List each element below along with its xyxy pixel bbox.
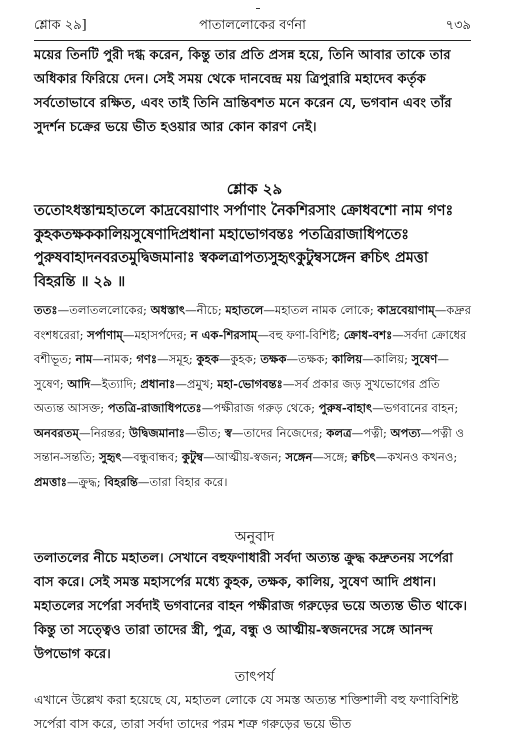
synonym-meaning: তক্ষক xyxy=(298,352,325,366)
synonym-meaning: বহু ফণা-বিশিষ্ট xyxy=(268,327,337,342)
synonym-meaning: কদ্রুর বংশধরেরা xyxy=(34,303,471,342)
synonym-entry: স্ব—তাদের নিজেদের; xyxy=(224,425,327,440)
purport-heading: তাৎপর্য xyxy=(234,669,275,685)
synonym-word: ততঃ xyxy=(34,303,58,317)
synonym-meaning: পত্নী xyxy=(363,425,383,440)
synonym-entry: বিহরন্তি—তারা বিহার করে। xyxy=(104,474,228,489)
synonym-entry: উদ্বিজমানাঃ—ভীত; xyxy=(129,425,225,440)
synonym-word: প্রধানাঃ xyxy=(140,376,176,391)
synonym-meaning: ভীত xyxy=(196,425,218,440)
synonym-meaning: তারা বিহার করে। xyxy=(149,474,228,489)
synonym-word: পুরুষ-বাহাৎ xyxy=(318,401,373,415)
synonym-entry: সুষেণ—সুষেণ; xyxy=(34,352,449,391)
synonym-word: কাদ্রবেয়াণাম্ xyxy=(377,303,435,317)
synonym-meaning: পত্নী ও সন্তান-সন্ততি xyxy=(34,425,465,464)
purport-paragraph: এখানে উল্লেখ করা হয়েছে যে, মহাতল লোকে যে সমস্ত অত্যন্ত শক্তিশালী বহু ফণাবিশিষ্ট সর্পেরা বাস করে, তারা সর্বদা তাদের পরম শত্রু গরুড়ের ভয়ে ভীত xyxy=(34,692,459,731)
synonym-entry: প্রমত্তাঃ—ক্রুদ্ধ; xyxy=(34,474,105,489)
synonym-word: সুহৃৎ xyxy=(99,450,122,464)
header-verse-ref: শ্লোক ২৯] xyxy=(34,17,87,33)
synonym-word: বিহরন্তি xyxy=(104,474,138,489)
synonym-word: অধস্তাৎ xyxy=(150,303,186,317)
synonym-word: ক্বচিৎ xyxy=(351,450,376,464)
synonym-word: তক্ষক xyxy=(260,352,287,366)
synonym-meaning: সঙ্গে xyxy=(324,450,345,464)
synonym-word: ক্রোধ-বশঃ xyxy=(343,327,393,342)
synonym-word: সর্পাণাম্ xyxy=(87,327,123,342)
synonym-entry: কলত্র—পত্নী; xyxy=(326,425,391,440)
synonym-word: নাম xyxy=(75,352,93,366)
verse-heading: শ্লোক ২৯ xyxy=(226,180,283,198)
synonym-word: কালিয় xyxy=(331,352,363,366)
synonym-meaning: তাদের নিজেদের xyxy=(243,425,319,440)
translation-paragraph: তলাতলের নীচে মহাতল। সেখানে বহুফণাধারী সর্বদা অত্যন্ত ক্রুদ্ধ কদ্রুতনয় সর্পেরা বাস করে। সেই সমস্ত মহাসর্পের মধ্যে কুহক, তক্ষক, কালিয়, সুষেণ আদি প্রধান। মহাতলের সর্পেরা সর্বদাই ভগবানের বাহন পক্ষীরাজ গরুড়ের ভয়ে অত্যন্ত ভীত থাকে। কিন্তু তা সত্ত্বেও তারা তাদের স্ত্রী, পুত্র, বন্ধু ও আত্মীয়-স্বজনদের সঙ্গে আনন্দ উপভোগ করে। xyxy=(34,551,467,662)
synonym-entry: মহা-ভোগবন্তঃ—সর্ব প্রকার জড় সুখভোগের প্রতি অত্যন্ত আসক্ত; xyxy=(34,376,440,415)
synonym-meaning: কুহক xyxy=(230,352,253,366)
synonym-meaning: মহাতল নামক লোকে xyxy=(274,303,370,317)
synonym-entry: সর্পাণাম্—মহাসর্পদের; xyxy=(87,327,191,342)
synonym-meaning: সুষেণ xyxy=(34,376,60,391)
synonym-meaning: সর্বদা ক্রোধের বশীভূত xyxy=(34,327,467,366)
synonym-entry: ন এক-শিরসাম্—বহু ফণা-বিশিষ্ট; xyxy=(190,327,344,342)
synonym-entry: মহাতলে—মহাতল নামক লোকে; xyxy=(225,303,378,317)
top-mark xyxy=(256,8,260,9)
synonym-entry: ততঃ—তলাতললোকের; xyxy=(34,303,151,317)
synonym-word: কুটুম্ব xyxy=(181,450,204,464)
synonym-meaning: নীচে xyxy=(196,303,218,317)
synonym-meaning: আত্মীয়-স্বজন xyxy=(214,450,278,464)
synonym-entry: পতত্রি-রাজাধিপতেঃ—পক্ষীরাজ গরুড় থেকে; xyxy=(107,401,319,415)
synonym-word: সুষেণ xyxy=(411,352,438,366)
synonym-word: আদি xyxy=(67,376,91,391)
intro-paragraph: ময়ের তিনটি পুরী দগ্ধ করেন, কিন্তু তার প্রতি প্রসন্ন হয়ে, তিনি আবার তাকে তার অধিকার ফিরিয়ে দেন। সেই সময় থেকে দানবেন্দ্র ময় ত্রিপুরারি মহাদেব কর্তৃক সর্বতোভাবে রক্ষিত, এবং তাই তিনি ভ্রান্তিবশত মনে করেন যে, ভগবান এবং তাঁর সুদর্শন চক্রের ভয়ে ভীত হওয়ার আর কোন কারণ নেই। xyxy=(34,48,452,135)
header-chapter-title: পাতাললোকের বর্ণনা xyxy=(199,17,306,33)
synonym-meaning: তলাতললোকের xyxy=(69,303,144,317)
synonym-word: স্ব xyxy=(224,425,232,440)
verse-text: ততোঽধস্তান্মহাতলে কাদ্রবেয়াণাং সর্পাণাং নৈকশিরসাং ক্রোধবশো নাম গণঃ কুহকতক্ষককালিয়সুষেণাদিপ্রধানা মহাভোগবন্তঃ পতত্রিরাজাধিপতেঃ পুরুষবাহাদনবরতমুদ্বিজমানাঃ স্বকলত্রাপত্যসুহৃৎকুটুম্বসঙ্গেন ক্বচিৎ প্রমত্তা বিহরন্তি ॥ ২৯ ॥ xyxy=(34,203,454,290)
synonym-meaning: কখনও কখনও xyxy=(387,450,454,464)
synonym-entry: ক্বচিৎ—কখনও কখনও; xyxy=(351,450,458,464)
synonym-word: পতত্রি-রাজাধিপতেঃ xyxy=(107,401,202,415)
synonym-meaning: কালিয় xyxy=(373,352,405,366)
synonym-word: সঙ্গেন xyxy=(285,450,313,464)
synonym-entry: কাদ্রবেয়াণাম্—কদ্রুর বংশধরেরা; xyxy=(34,303,471,342)
synonym-word: অপত্য xyxy=(390,425,421,440)
synonym-entry: তক্ষক—তক্ষক; xyxy=(260,352,332,366)
synonym-entry: সঙ্গেন—সঙ্গে; xyxy=(285,450,352,464)
synonym-entry: ক্রোধ-বশঃ—সর্বদা ক্রোধের বশীভূত; xyxy=(34,327,467,366)
synonyms-paragraph xyxy=(34,298,471,494)
synonym-word: অনবরতম্ xyxy=(34,425,79,440)
synonym-word: মহা-ভোগবন্তঃ xyxy=(217,376,283,391)
synonym-entry: গণঃ—সমূহ; xyxy=(136,352,197,366)
synonym-entry: আদি—ইত্যাদি; xyxy=(67,376,141,391)
synonym-meaning: নামক xyxy=(103,352,129,366)
translation-heading: অনুবাদ xyxy=(234,529,275,545)
synonym-entry: অধস্তাৎ—নীচে; xyxy=(150,303,226,317)
running-header xyxy=(34,16,471,36)
synonym-entry: পুরুষ-বাহাৎ—ভগবানের বাহন; xyxy=(318,401,459,415)
synonym-word: মহাতলে xyxy=(225,303,264,317)
synonym-word: ন এক-শিরসাম্ xyxy=(190,327,258,342)
synonym-entry: অপত্য—পত্নী ও সন্তান-সন্ততি; xyxy=(34,425,465,464)
synonym-entry: নাম—নামক; xyxy=(75,352,137,366)
synonym-word: উদ্বিজমানাঃ xyxy=(129,425,185,440)
synonym-entry: কুহক—কুহক; xyxy=(196,352,261,366)
synonym-word: কুহক xyxy=(196,352,219,366)
synonym-entry: সুহৃৎ—বন্ধুবান্ধব; xyxy=(99,450,182,464)
synonym-entry: প্রধানাঃ—প্রমুখ; xyxy=(140,376,218,391)
synonym-meaning: নিরন্তর xyxy=(90,425,122,440)
synonym-word: প্রমত্তাঃ xyxy=(34,474,67,489)
synonym-meaning: সমূহ xyxy=(168,352,189,366)
synonym-meaning: ক্রুদ্ধ xyxy=(78,474,97,489)
synonym-word: কলত্র xyxy=(326,425,352,440)
synonym-entry: অনবরতম্—নিরন্তর; xyxy=(34,425,130,440)
synonym-meaning: বন্ধুবান্ধব xyxy=(133,450,175,464)
synonym-meaning: ইত্যাদি xyxy=(101,376,133,391)
header-rule xyxy=(34,40,471,41)
synonym-meaning: সর্ব প্রকার জড় সুখভোগের প্রতি অত্যন্ত আসক্ত xyxy=(34,376,440,415)
synonym-entry: কুটুম্ব—আত্মীয়-স্বজন; xyxy=(181,450,286,464)
synonym-entry: কালিয়—কালিয়; xyxy=(331,352,412,366)
synonym-meaning: ভগবানের বাহন xyxy=(383,401,455,415)
header-page-number: ৭৩৯ xyxy=(445,17,471,33)
synonym-meaning: প্রমুখ xyxy=(186,376,210,391)
synonym-meaning: মহাসর্পদের xyxy=(134,327,184,342)
synonym-word: গণঃ xyxy=(136,352,158,366)
synonym-meaning: পক্ষীরাজ গরুড় থেকে xyxy=(213,401,312,415)
